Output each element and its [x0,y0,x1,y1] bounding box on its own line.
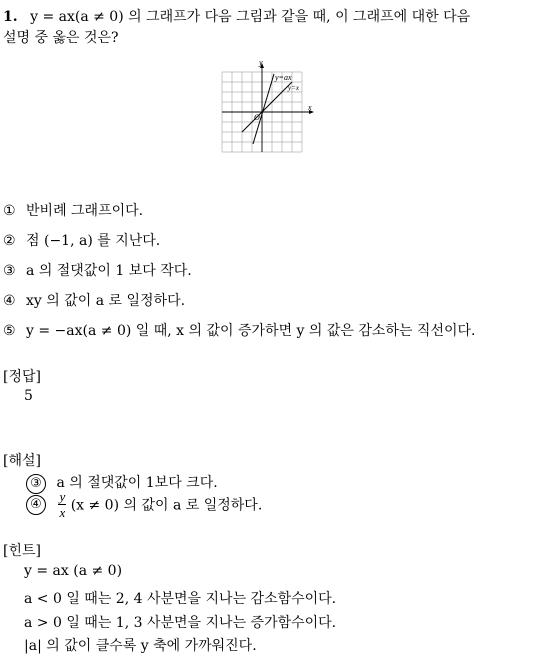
hint-line-1: y = ax (a ≠ 0) [24,563,123,579]
choice-1 [3,200,143,220]
line-y-equals-x [242,82,292,132]
choice-3-mark: ③ [3,263,16,279]
choice-4-mark: ④ [3,293,16,309]
choice-4 [3,290,185,310]
explanation-item-1-text: a 의 절댓값이 1보다 크다. [56,475,218,491]
line-ax-label: y=ax [275,73,292,82]
explanation-item-1-mark: ③ [26,474,46,494]
choice-4-text: xy 의 값이 a 로 일정하다. [26,293,186,309]
graph-figure [218,60,322,158]
hint-line-4: |a| 의 값이 클수록 y 축에 가까워진다. [24,638,257,654]
question-line-1 [3,6,470,26]
choice-1-mark: ① [3,203,16,219]
explanation-item-2-text: (x ≠ 0) 의 값이 a 로 일정하다. [70,497,263,514]
hint-header: [힌트] [3,543,41,559]
fraction-denominator: x [59,505,66,520]
origin-label: O [254,113,260,122]
explanation-item-2-mark: ④ [26,495,46,515]
hint-line-3: a > 0 일 때는 1, 3 사분면을 지나는 증가함수이다. [24,615,337,631]
explanation-header: [해설] [3,453,41,469]
line-y-equals-ax [253,74,274,144]
explanation-item-2 [26,490,262,519]
line-x-label: y=x [288,84,299,92]
question-text-2: 설명 중 옳은 것은? [3,30,119,46]
choice-3-text: a 의 절댓값이 1 보다 작다. [26,263,192,279]
choice-2-text: 점 (−1, a) 를 지난다. [26,233,161,249]
choice-3 [3,260,192,280]
hint-line-2: a < 0 일 때는 2, 4 사분면을 지나는 감소함수이다. [24,591,337,607]
choice-5-text: y = −ax(a ≠ 0) 일 때, x 의 값이 증가하면 y 의 값은 감소하는 직선이다. [26,323,476,339]
fraction-numerator: y [59,489,66,504]
x-axis-label: x [308,103,312,112]
y-axis-label: y [259,60,263,67]
answer-header: [정답] [3,369,41,385]
choice-5 [3,320,475,340]
choice-1-text: 반비례 그래프이다. [26,203,144,219]
choice-5-mark: ⑤ [3,323,16,339]
question-number: 1. [3,9,18,25]
choice-2-mark: ② [3,233,16,249]
answer-value: 5 [24,388,33,404]
choice-2 [3,230,160,250]
fraction-y-over-x [58,490,66,519]
question-text-1: y = ax(a ≠ 0) 의 그래프가 다음 그림과 같을 때, 이 그래프에 대한 다음 [30,9,471,25]
